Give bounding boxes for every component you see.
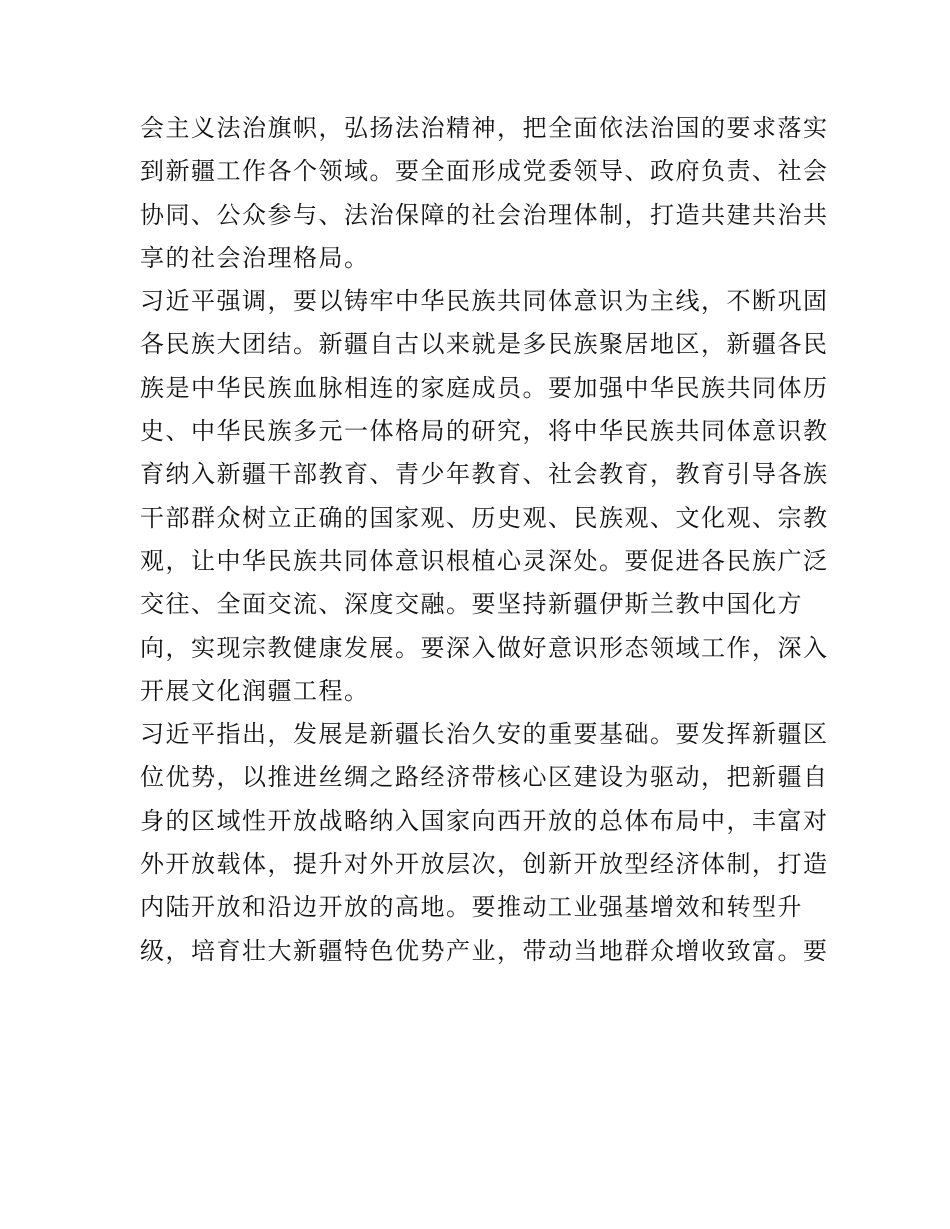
text-line: 习近平强调，要以铸牢中华民族共同体意识为主线，不断巩固: [140, 287, 829, 316]
text-line: 交往、全面交流、深度交融。要坚持新疆伊斯兰教中国化方: [140, 590, 803, 619]
text-line: 向，实现宗教健康发展。要深入做好意识形态领域工作，深入: [140, 633, 829, 662]
text-line: 会主义法治旗帜，弘扬法治精神，把全面依法治国的要求落实: [140, 114, 829, 142]
text-line: 开展文化润疆工程。: [140, 676, 370, 705]
text-line: 各民族大团结。新疆自古以来就是多民族聚居地区，新疆各民: [140, 330, 829, 359]
text-line: 位优势，以推进丝绸之路经济带核心区建设为驱动，把新疆自: [140, 763, 829, 792]
text-line: 族是中华民族血脉相连的家庭成员。要加强中华民族共同体历: [140, 373, 829, 402]
text-line: 级，培育壮大新疆特色优势产业，带动当地群众增收致富。要: [140, 936, 829, 965]
text-line: 育纳入新疆干部教育、青少年教育、社会教育，教育引导各族: [140, 460, 829, 489]
text-line: 享的社会治理格局。: [140, 243, 370, 272]
text-line: 到新疆工作各个领域。要全面形成党委领导、政府负责、社会: [140, 157, 829, 186]
body-text: [140, 107, 829, 973]
text-line: 干部群众树立正确的国家观、历史观、民族观、文化观、宗教: [140, 503, 829, 532]
text-line: 史、中华民族多元一体格局的研究，将中华民族共同体意识教: [140, 417, 829, 446]
text-line: 协同、公众参与、法治保障的社会治理体制，打造共建共治共: [140, 200, 829, 229]
text-line: 观，让中华民族共同体意识根植心灵深处。要促进各民族广泛: [140, 546, 829, 575]
text-line: 外开放载体，提升对外开放层次，创新开放型经济体制，打造: [140, 850, 829, 879]
text-line: 身的区域性开放战略纳入国家向西开放的总体布局中，丰富对: [140, 806, 829, 835]
text-line: 习近平指出，发展是新疆长治久安的重要基础。要发挥新疆区: [140, 720, 829, 749]
text-line: 内陆开放和沿边开放的高地。要推动工业强基增效和转型升: [140, 893, 803, 922]
